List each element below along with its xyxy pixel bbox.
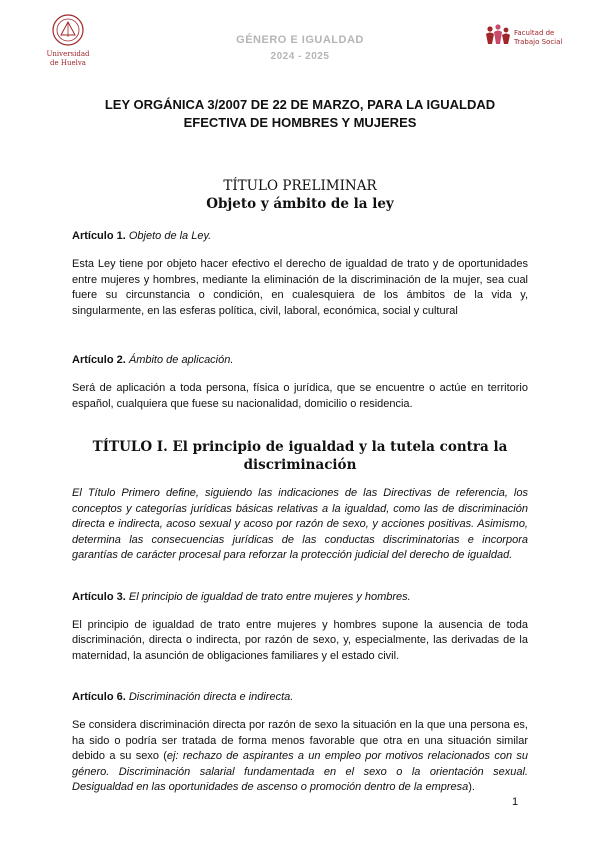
people-figures-icon [484, 22, 580, 50]
page-number: 1 [512, 796, 519, 808]
law-title-line2: EFECTIVA DE HOMBRES Y MUJERES [183, 115, 417, 130]
faculty-logo [484, 22, 580, 50]
article-6-example: ej: rechazo de aspirantes a un empleo por motivos relacionados con su género. Discriminación salarial fundamentada en el sexo o la orientación sexual. Desigualdad en las oportunidades de ascenso o promoción dentro de la empresa [72, 750, 529, 793]
course-name: GÉNERO E IGUALDAD [236, 34, 364, 46]
law-title [72, 96, 528, 132]
article-2-label: Artículo 2. [72, 354, 126, 366]
article-6-label: Artículo 6. [72, 691, 126, 703]
article-2-text: Será de aplicación a toda persona, física o jurídica, que se encuentre o actúe en territorio español, cualquiera que fuese su nacionalidad, domicilio o residencia. [72, 382, 528, 410]
faculty-text-line1: Facultad de [514, 29, 555, 37]
law-title-line1: LEY ORGÁNICA 3/2007 DE 22 DE MARZO, PARA LA IGUALDAD [104, 97, 496, 112]
titulo-1-intro: El Título Primero define, siguiendo las indicaciones de las Directivas de referencia, los conceptos y categorías jurídicas básicas relativas a la igualdad, como las de discriminación directa e indirecta, acoso sexual y acoso por razón de sexo, y acciones positivas. Asimismo, determina las consecuencias jurídicas de las conductas discriminatorias e incorpora garantías de carácter procesal para reforzar la protección judicial del derecho de igualdad. [72, 487, 528, 561]
logo-text-line2: de Huelva [50, 59, 86, 67]
article-6-text-a: Se considera discriminación directa por razón de sexo la situación en la que una persona es, ha sido o podría ser tratada de forma menos favorable que otra en una situación similar debido a su sexo ( [72, 719, 528, 762]
article-2-heading [72, 353, 528, 367]
article-6-title: Discriminación directa e indirecta. [128, 691, 294, 703]
logo-text-line1: Universidad [46, 50, 90, 58]
article-6-text [72, 718, 528, 796]
article-1-heading [72, 229, 528, 243]
titulo-1-heading: TÍTULO I. El principio de igualdad y la tutela contra la discriminación [92, 439, 508, 473]
article-2-title: Ámbito de aplicación. [128, 354, 234, 366]
article-6-heading [72, 690, 528, 704]
faculty-text-line2: Trabajo Social [514, 38, 563, 46]
article-1-label: Artículo 1. [72, 230, 126, 242]
article-1-text: Esta Ley tiene por objeto hacer efectivo el derecho de igualdad de trato y de oportunidades entre mujeres y hombres, mediante la eliminación de la discriminación de la mujer, sea cual fuere su circunstancia o condición, en cualesquiera de los ámbitos de la vida y, singularmente, en las esferas política, civil, laboral, económica, social y cultural [72, 258, 528, 317]
titulo-preliminar-subheading: Objeto y ámbito de la ley [206, 196, 394, 212]
course-year: 2024 - 2025 [270, 51, 330, 62]
article-3-label: Artículo 3. [72, 590, 126, 603]
article-1-title: Objeto de la Ley. [128, 230, 212, 242]
article-3-heading [72, 590, 528, 604]
article-3-text: El principio de igualdad de trato entre mujeres y hombres supone la ausencia de toda discriminación, directa o indirecta, por razón de sexo, y, especialmente, las derivadas de la maternidad, la asunción de obligaciones familiares y el estado civil. [72, 618, 528, 662]
document-body [72, 96, 528, 796]
article-6-text-b: ). [468, 781, 475, 793]
article-3-title: El principio de igualdad de trato entre mujeres y hombres. [128, 590, 411, 603]
titulo-preliminar-heading: TÍTULO PRELIMINAR [223, 178, 377, 194]
